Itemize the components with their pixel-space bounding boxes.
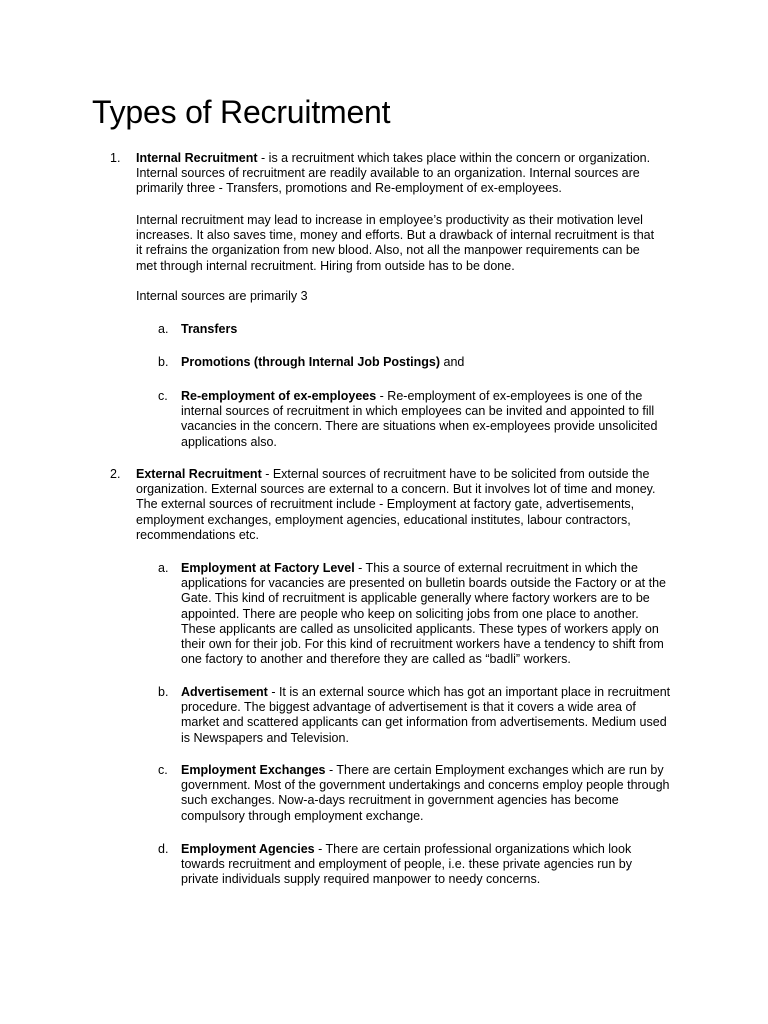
sub-item-heading: Promotions (through Internal Job Postings) bbox=[181, 355, 441, 369]
item-text: - is a recruitment which takes place within the concern or organization. Internal sources of recruitment are readily available to an organization. Internal sources are primarily three - Transfers, promotions and Re-employment of ex-employees. bbox=[136, 151, 651, 196]
sub-item-letter: d. bbox=[158, 842, 169, 856]
sub-item-text: - Re-employment of ex-employees is one of the internal sources of recruitment in which employees can be invited and appointed to fill vacancies in the concern. There are situations when ex-employees provide unsolicited applications also. bbox=[181, 389, 658, 449]
sub-item-text: - This a source of external recruitment in which the applications for vacancies are presented on bulletin boards outside the Factory or at the Gate. This kind of recruitment is applicable generally where factory workers are to be appointed. There are people who keep on soliciting jobs from one place to another. These applicants are called as unsolicited applicants. These types of workers apply on their own for their job. For this kind of recruitment workers have a tendency to shift from one factory to another and therefore they are called as “badli” workers. bbox=[181, 561, 667, 667]
sub-item-heading: Employment Agencies bbox=[181, 842, 315, 856]
sub-item-paragraph bbox=[181, 561, 671, 667]
sub-item-letter: a. bbox=[158, 561, 169, 575]
sub-item-text: - There are certain professional organizations which look towards recruitment and employment of people, i.e. these private agencies run by private individuals supply required manpower to needy concerns. bbox=[181, 842, 632, 887]
sub-item-heading: Advertisement bbox=[181, 685, 268, 699]
sub-item-heading: Re-employment of ex-employees bbox=[181, 389, 377, 403]
sub-item-paragraph bbox=[181, 842, 671, 888]
sub-item-text: and bbox=[440, 355, 465, 369]
sub-item-heading: Employment Exchanges bbox=[181, 763, 326, 777]
item-paragraph: Internal sources are primarily 3 bbox=[136, 289, 308, 303]
sub-item-letter: c. bbox=[158, 389, 168, 403]
item-text: - External sources of recruitment have to be solicited from outside the organization. External sources are external to a concern. But it involves lot of time and money. The external sources of recruitment include - Employment at factory gate, advertisements, employment exchanges, employment agencies, educational institutes, labour contractors, recommendations etc. bbox=[136, 467, 656, 542]
sub-item-paragraph bbox=[181, 322, 671, 337]
sub-item-paragraph bbox=[181, 763, 671, 824]
page-title: Types of Recruitment bbox=[92, 94, 391, 130]
sub-item-letter: b. bbox=[158, 355, 169, 369]
sub-item-text: - There are certain Employment exchanges which are run by government. Most of the government undertakings and concerns employ people through such exchanges. Now-a-days recruitment in government agencies has become compulsory through employment exchange. bbox=[181, 763, 670, 823]
item-paragraph bbox=[136, 467, 656, 543]
sub-item-letter: a. bbox=[158, 322, 169, 336]
list-number: 1. bbox=[110, 151, 121, 165]
sub-item-text: - It is an external source which has got an important place in recruitment procedure. The biggest advantage of advertisement is that it covers a wide area of market and scattered applicants can get information from advertisements. Medium used is Newspapers and Television. bbox=[181, 685, 671, 745]
sub-item-heading: Employment at Factory Level bbox=[181, 561, 355, 575]
sub-item-paragraph bbox=[181, 355, 671, 370]
sub-item-letter: c. bbox=[158, 763, 168, 777]
sub-item-paragraph bbox=[181, 389, 671, 450]
list-number: 2. bbox=[110, 467, 121, 481]
item-heading: Internal Recruitment bbox=[136, 151, 258, 165]
sub-item-paragraph bbox=[181, 685, 671, 746]
sub-item-heading: Transfers bbox=[181, 322, 238, 336]
item-paragraph bbox=[136, 151, 656, 197]
item-paragraph: Internal recruitment may lead to increase in employee’s productivity as their motivation level increases. It also saves time, money and efforts. But a drawback of internal recruitment is that it refrains the organization from new blood. Also, not all the manpower requirements can be met through internal recruitment. Hiring from outside has to be done. bbox=[136, 213, 655, 273]
sub-item-letter: b. bbox=[158, 685, 169, 699]
item-heading: External Recruitment bbox=[136, 467, 262, 481]
